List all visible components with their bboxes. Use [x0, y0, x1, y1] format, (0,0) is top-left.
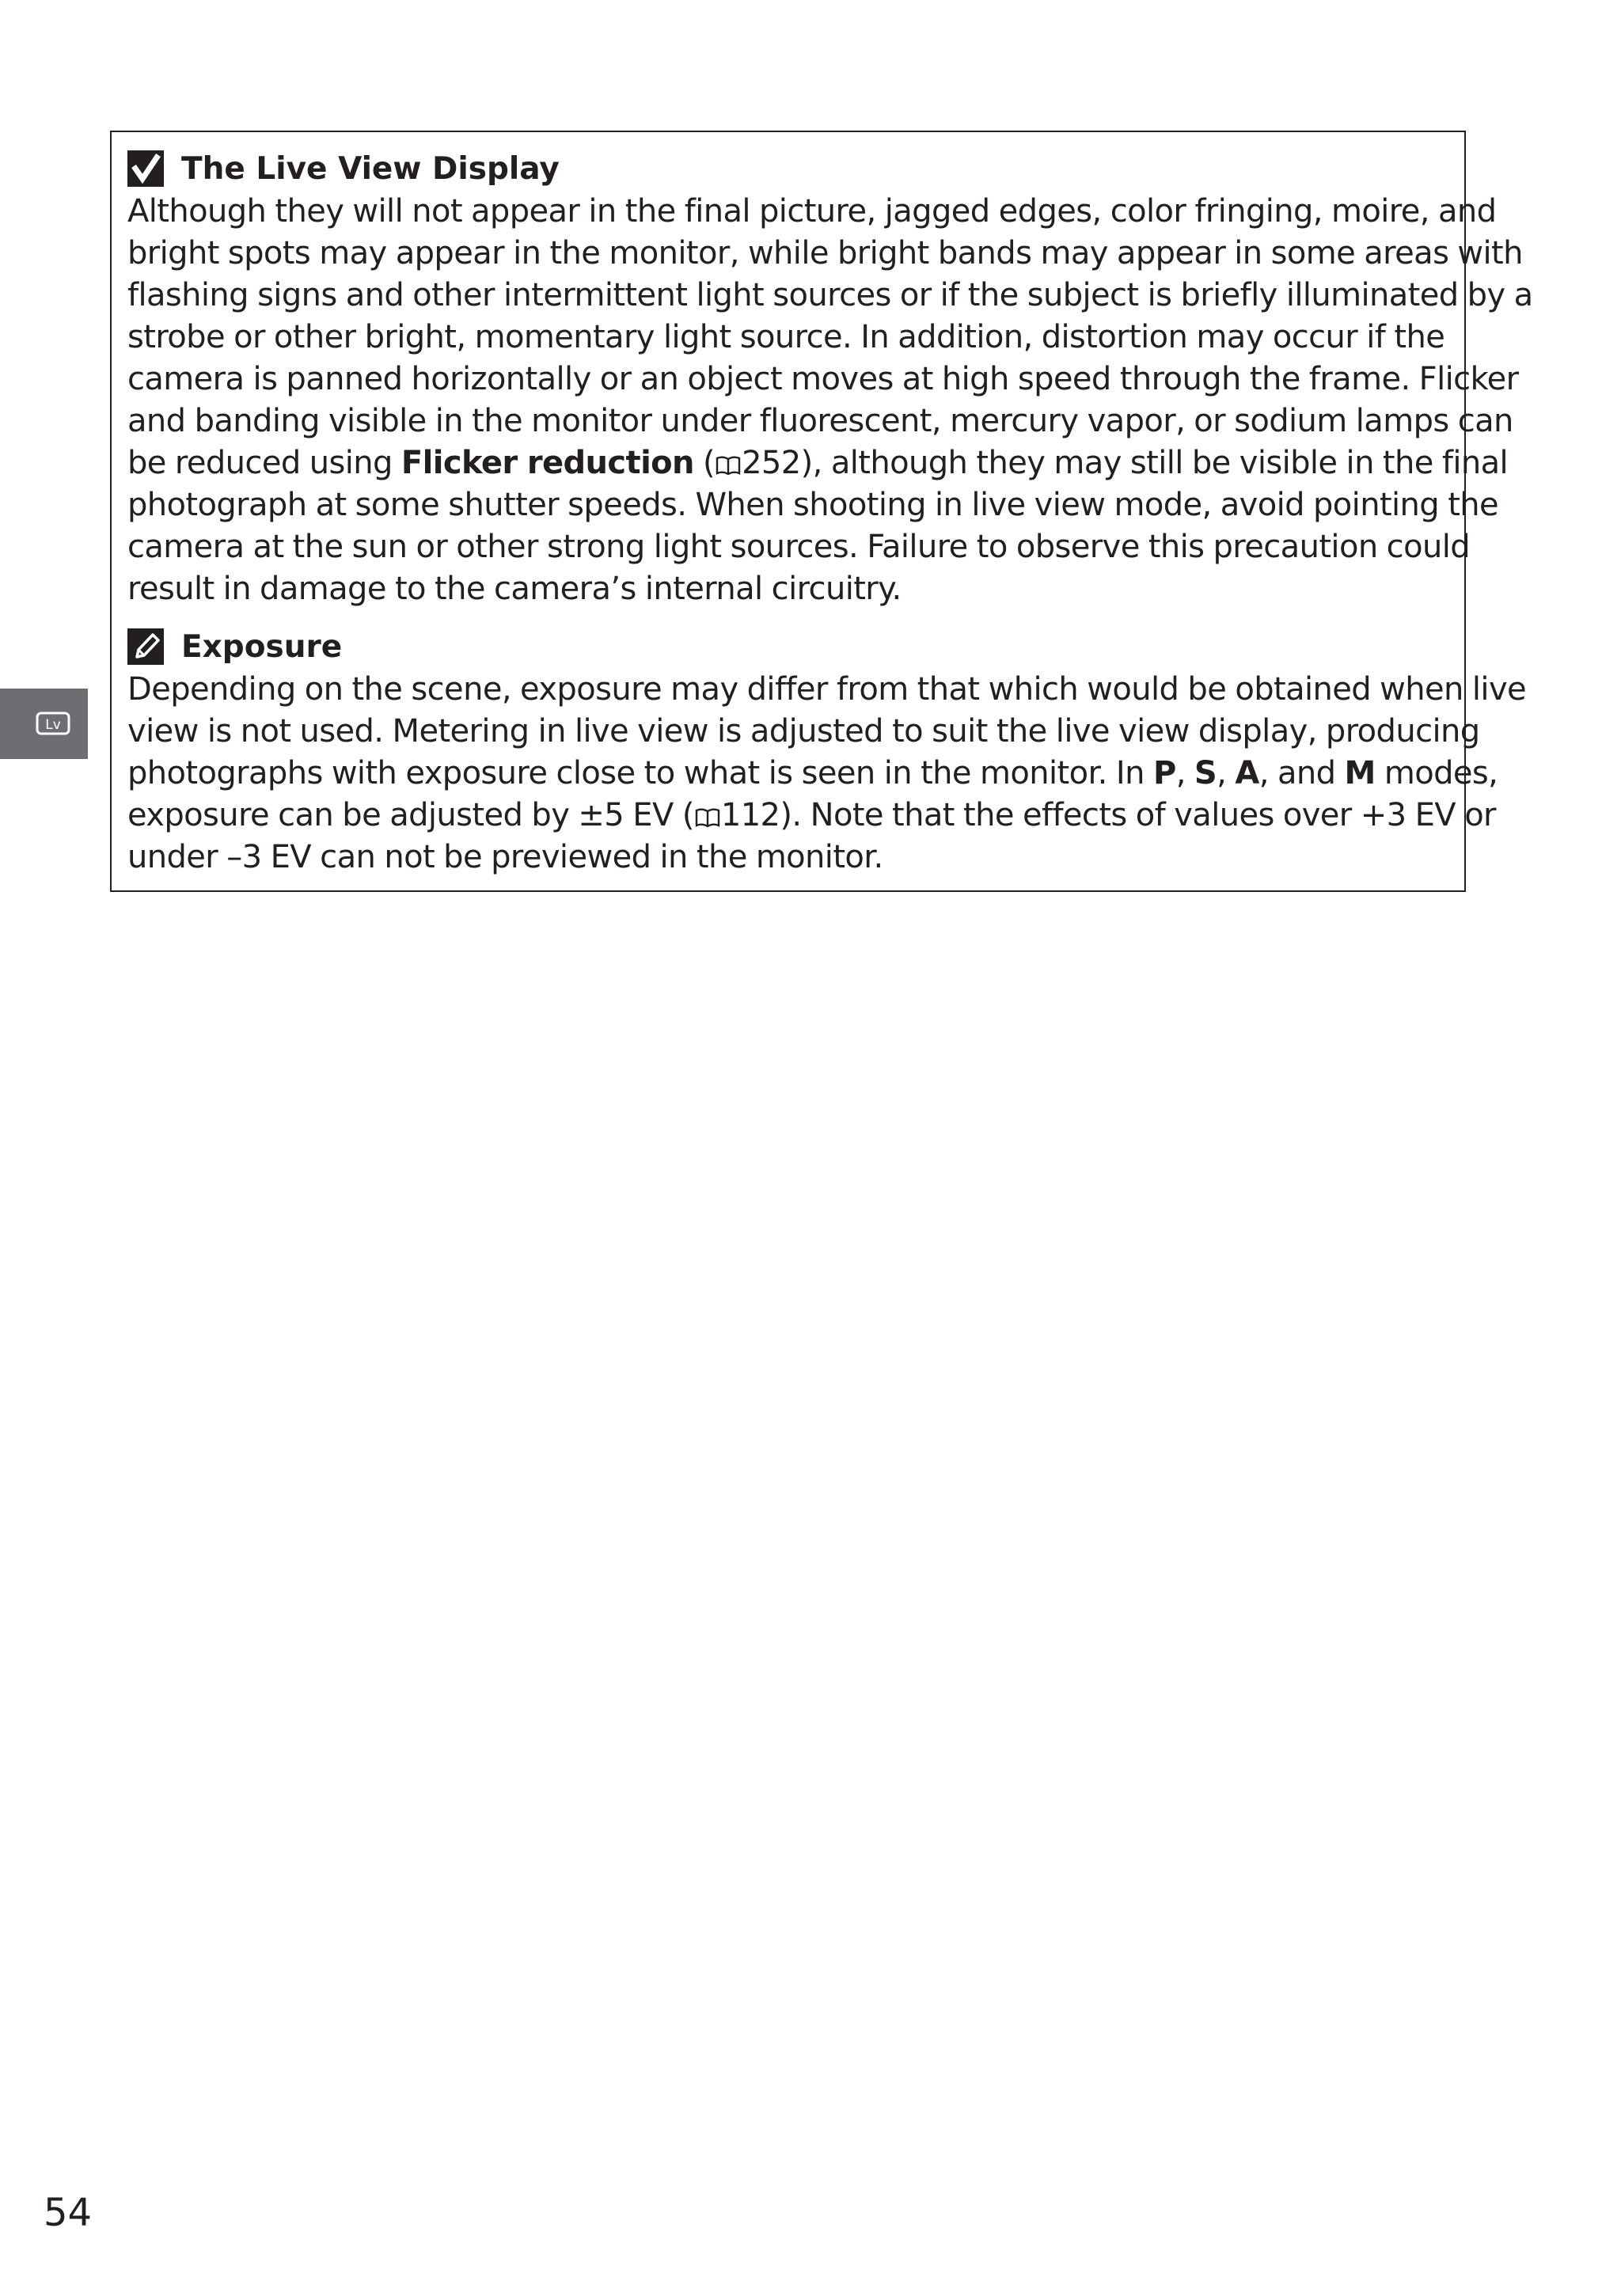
- mode-m: M: [1344, 755, 1376, 791]
- svg-text:Lv: Lv: [45, 717, 61, 733]
- text-segment: ). Note that the effects of values over +3 EV or: [780, 797, 1496, 833]
- body-line: camera is panned horizontally or an object moves at high speed through the frame. Flicker: [127, 361, 1519, 397]
- body-line: result in damage to the camera’s internal circuitry.: [127, 571, 902, 607]
- text-segment: (: [693, 445, 716, 481]
- page-reference-icon: [694, 807, 721, 828]
- body-line: camera at the sun or other strong light sources. Failure to observe this precaution could: [127, 529, 1470, 565]
- text-segment: , and: [1258, 755, 1345, 791]
- body-line: flashing signs and other intermittent light sources or if the subject is briefly illuminated by a: [127, 277, 1533, 313]
- pencil-icon: [127, 628, 164, 665]
- text-segment: photographs with exposure close to what is seen in the monitor. In: [127, 755, 1153, 791]
- mode-a: A: [1235, 755, 1259, 791]
- exposure-title: Exposure: [181, 628, 343, 665]
- lv-icon: [36, 712, 70, 735]
- page-reference-link[interactable]: 112: [720, 797, 780, 833]
- flicker-reduction-menu-item: Flicker reduction: [401, 445, 694, 481]
- live-view-display-body: [127, 191, 1533, 610]
- exposure-heading: [127, 624, 1456, 669]
- body-line: strobe or other bright, momentary light source. In addition, distortion may occur if the: [127, 319, 1445, 355]
- mode-p: P: [1152, 755, 1176, 791]
- text-segment: ,: [1217, 755, 1236, 791]
- text-segment: ), although they may still be visible in the final: [800, 445, 1509, 481]
- body-line: Depending on the scene, exposure may differ from that which would be obtained when live: [127, 671, 1527, 708]
- body-line: view is not used. Metering in live view is adjusted to suit the live view display, producing: [127, 713, 1480, 750]
- text-segment: be reduced using: [127, 445, 401, 481]
- body-line: under –3 EV can not be previewed in the monitor.: [127, 839, 883, 875]
- page-reference-icon: [715, 455, 742, 476]
- text-segment: ,: [1175, 755, 1194, 791]
- text-segment: exposure can be adjusted by ±5 EV (: [127, 797, 694, 833]
- live-view-section-tab: [0, 689, 88, 759]
- check-icon: [127, 150, 164, 187]
- body-line: photograph at some shutter speeds. When shooting in live view mode, avoid pointing the: [127, 487, 1499, 523]
- mode-s: S: [1194, 755, 1217, 791]
- body-line-modes: [127, 753, 1498, 795]
- body-line-ev: [127, 795, 1496, 837]
- live-view-display-title: The Live View Display: [181, 150, 560, 187]
- page-reference-link[interactable]: 252: [742, 445, 801, 481]
- text-segment: modes,: [1375, 755, 1498, 791]
- body-line: bright spots may appear in the monitor, while bright bands may appear in some areas with: [127, 235, 1523, 271]
- body-line: Although they will not appear in the final picture, jagged edges, color fringing, moire, and: [127, 193, 1497, 230]
- exposure-body: [127, 669, 1527, 879]
- page-number: 54: [44, 2191, 93, 2235]
- body-line: and banding visible in the monitor under fluorescent, mercury vapor, or sodium lamps can: [127, 403, 1513, 439]
- live-view-display-heading: [127, 146, 1456, 191]
- notes-box: [110, 131, 1533, 892]
- body-line-flicker: [127, 442, 1509, 484]
